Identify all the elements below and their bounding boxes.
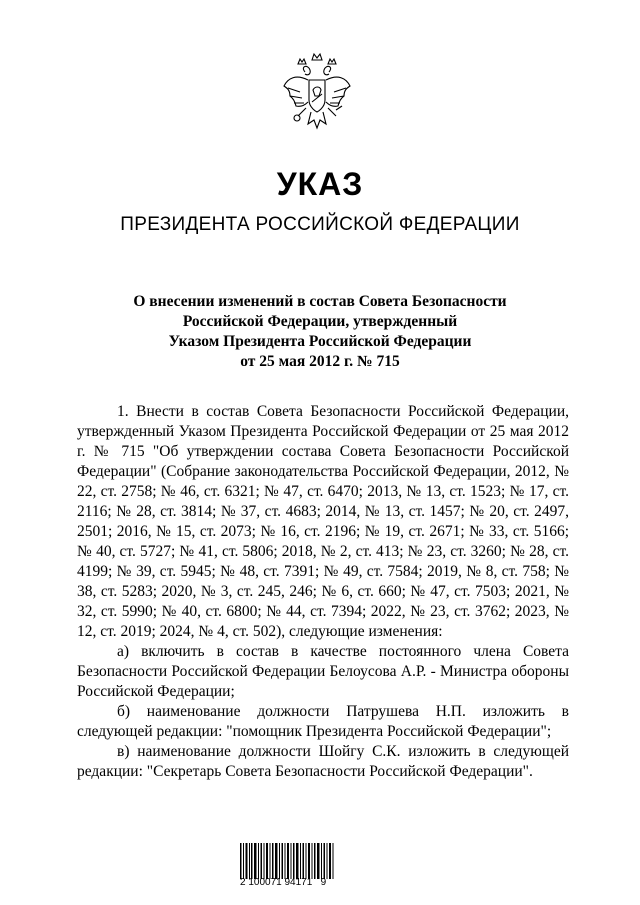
body-paragraph-a: а) включить в состав в качестве постоянного члена Совета Безопасности Российской Федерации Белоусова А.Р. - Министра обороны Российской Федерации; [77, 643, 569, 700]
decree-body [77, 402, 569, 782]
document-subtitle: ПРЕЗИДЕНТА РОССИЙСКОЙ ФЕДЕРАЦИИ [120, 214, 520, 235]
body-paragraph-1: 1. Внести в состав Совета Безопасности Российской Федерации, утвержденный Указом Президента Российской Федерации от 25 мая 2012 г. № 715 "Об утверждении состава Совета Безопасности Российской Федерации" (Собрание законодательства Российской Федерации, 2012, № 22, ст. 2758; № 46, ст. 6321; № 47, ст. 6470; 2013, № 13, ст. 1523; № 17, ст. 2116; № 28, ст. 3814; № 37, ст. 4683; 2014, № 13, ст. 1457; № 20, ст. 2497, 2501; 2016, № 15, ст. 2073; № 16, ст. 2196; № 19, ст. 2671; № 33, ст. 5166; № 40, ст. 5727; № 41, ст. 5806; 2018, № 2, ст. 413; № 23, ст. 3260; № 28, ст. 4199; № 39, ст. 5945; № 48, ст. 7391; № 49, ст. 7584; 2019, № 8, ст. 758; № 38, ст. 5283; 2020, № 3, ст. 245, 246; № 6, ст. 660; № 47, ст. 7503; 2021, № 32, ст. 5990; № 40, ст. 6800; № 44, ст. 7394; 2022, № 23, ст. 3762; 2023, № 12, ст. 2019; 2024, № 4, ст. 502), следующие изменения: [77, 403, 569, 640]
barcode-number: 2 100071 94171 9 [240, 877, 327, 888]
body-paragraph-c: в) наименование должности Шойгу С.К. изложить в следующей редакции: "Секретарь Совета Безопасности Российской Федерации". [77, 743, 569, 780]
heading-line: Указом Президента Российской Федерации [168, 333, 472, 350]
body-paragraph-b: б) наименование должности Патрушева Н.П. изложить в следующей редакции: "помощник Президента Российской Федерации"; [77, 703, 569, 740]
document-title: УКАЗ [276, 166, 364, 202]
heading-line: О внесении изменений в состав Совета Безопасности [133, 293, 507, 310]
decree-heading [0, 292, 640, 372]
heading-line: Российской Федерации, утвержденный [182, 313, 458, 330]
heading-line: от 25 мая 2012 г. № 715 [240, 353, 400, 370]
russian-coat-of-arms-icon [278, 50, 356, 144]
